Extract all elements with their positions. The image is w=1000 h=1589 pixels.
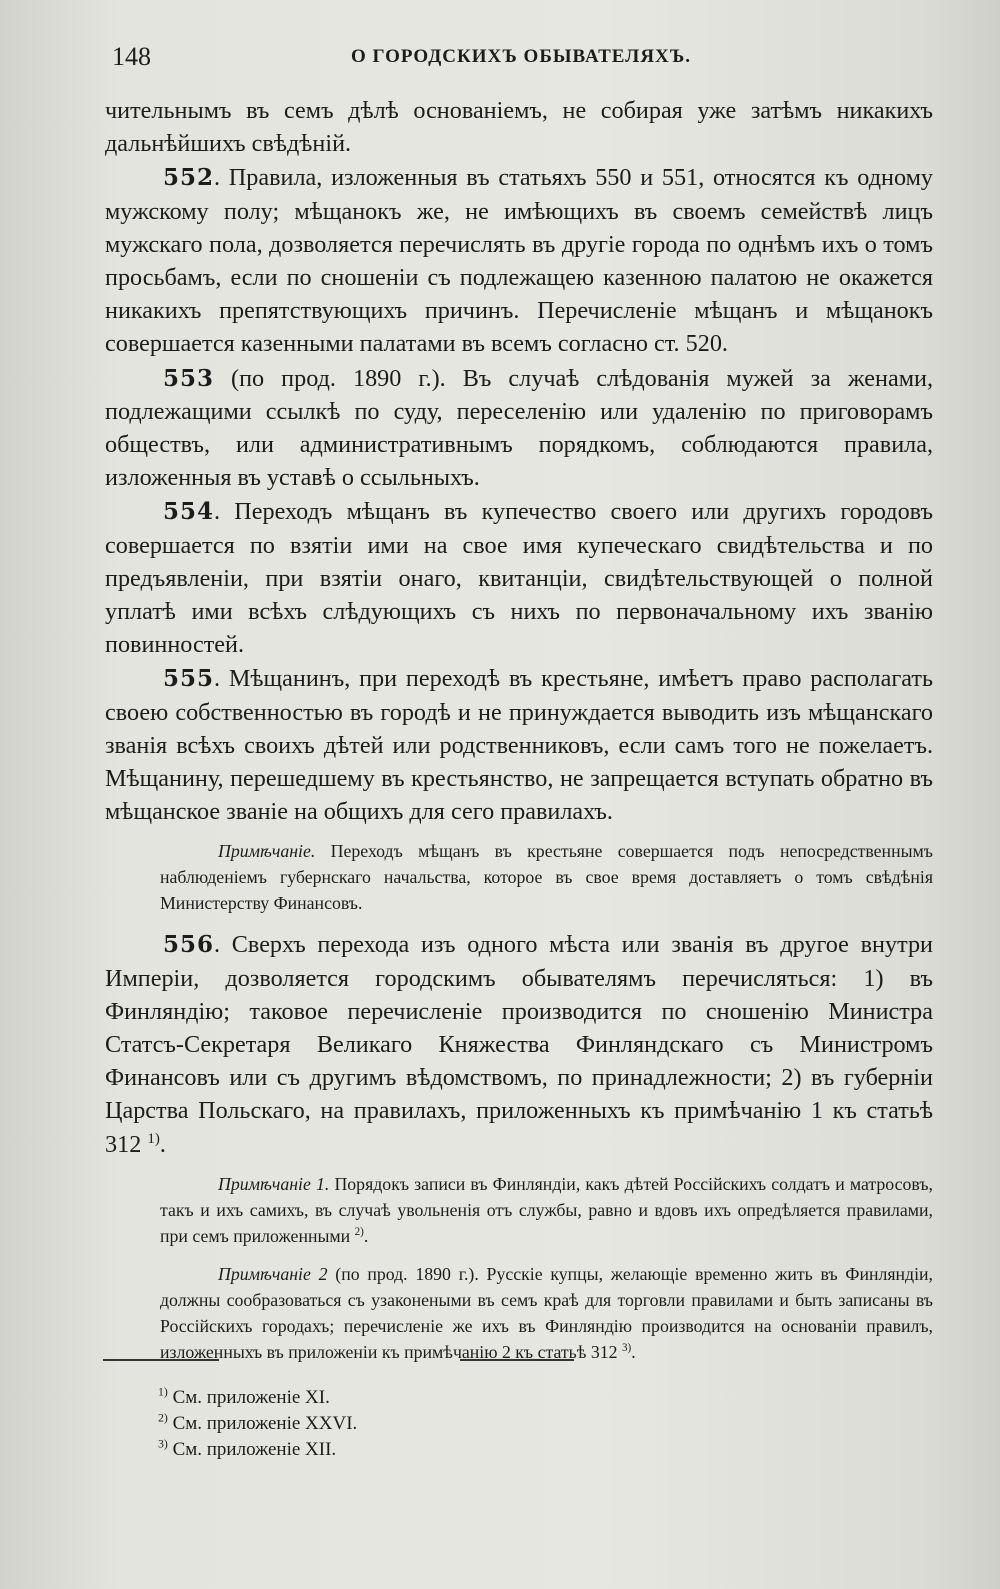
footnote-ref: 3): [622, 1341, 632, 1354]
article-text: Въ случаѣ слѣдованія мужей за женами, подлежащими ссылкѣ по суду, переселенію или удаленію по приговорамъ обществъ, или административнымъ порядкомъ, соблюдаются правила, изложенныя въ уставѣ о ссыльныхъ.: [105, 364, 933, 492]
separator-rule: [460, 1359, 574, 1361]
note-end: .: [363, 1225, 369, 1246]
footnote-mark: 1): [158, 1385, 168, 1399]
article-marker: .: [214, 931, 221, 959]
article-554: [105, 495, 933, 661]
footnote-mark: 2): [158, 1411, 168, 1425]
page-number: 148: [112, 42, 151, 71]
article-end: .: [159, 1130, 166, 1158]
running-title: О ГОРОДСКИХЪ ОБЫВАТЕЛЯХЪ.: [350, 46, 692, 67]
note-label: Примѣчаніе 1.: [218, 1173, 330, 1194]
article-marker: .: [214, 665, 221, 693]
footnote-2: [158, 1411, 357, 1437]
article-marker: .: [214, 164, 221, 192]
footnote-mark: 3): [158, 1437, 168, 1451]
note-label: Примѣчаніе 2: [218, 1263, 328, 1284]
article-553: [105, 362, 933, 495]
footnote-text: См. приложеніе XII.: [167, 1439, 337, 1460]
article-text: Мѣщанинъ, при переходѣ въ крестьяне, имѣетъ право располагать своею собственностью въ городѣ и не принуждается выводить изъ мѣщанскаго званія всѣхъ своихъ дѣтей или родственниковъ, если самъ того не пожелаетъ. Мѣщанину, перешедшему въ крестьянство, не запрещается вступать обратно въ мѣщанское званіе на общихъ для сего правилахъ.: [105, 665, 933, 826]
article-text: Переходъ мѣщанъ въ купечество своего или другихъ городовъ совершается по взятіи ими на свое имя купеческаго свидѣтельства и по предъявленіи, при взятіи онаго, квитанціи, свидѣтельствующей о полной уплатѣ ими всѣхъ слѣдующихъ съ нихъ по первоначальному ихъ званію повинностей.: [105, 498, 933, 659]
article-marker: (по прод. 1890 г.).: [214, 364, 446, 392]
article-number: 552: [163, 164, 215, 192]
page-body: [105, 94, 933, 1377]
footnote-text: См. приложеніе XXVI.: [167, 1413, 358, 1434]
footnote-1: [158, 1385, 357, 1411]
footnote-ref: 1): [147, 1130, 160, 1147]
note-2-article-556: [160, 1261, 933, 1365]
footnote-ref: 2): [354, 1225, 364, 1238]
article-number: 556: [163, 931, 215, 959]
separator-rule: [103, 1359, 219, 1361]
footnote-text: См. приложеніе XI.: [167, 1387, 330, 1408]
note-text: Порядокъ записи въ Финляндіи, какъ дѣтей Россійскихъ солдатъ и матросовъ, такъ и ихъ самихъ, въ случаѣ увольненія отъ службы, равно и вдовъ ихъ опредѣляется правилами, при семъ приложенными: [160, 1173, 934, 1246]
article-556: [105, 928, 933, 1160]
article-number: 555: [163, 665, 215, 693]
article-text: Правила, изложенныя въ статьяхъ 550 и 551, относятся къ одному мужскому полу; мѣщанокъ же, не имѣющихъ въ своемъ семействѣ лицъ мужскаго пола, дозволяется перечислять въ другіе города по однѣмъ ихъ о томъ просьбамъ, если по сношеніи съ подлежащею казенною палатою не окажется никакихъ препятствующихъ причинъ. Перечисленіе мѣщанъ и мѣщанокъ совершается казенными палатами въ всемъ согласно ст. 520.: [105, 164, 933, 358]
page-header: [112, 42, 930, 76]
article-555: [105, 662, 933, 828]
footnotes: [158, 1385, 357, 1463]
article-552: [105, 161, 933, 360]
note-article-555: [160, 838, 933, 916]
note-text: (по прод. 1890 г.). Русскіе купцы, желающіе временно жить въ Финляндіи, должны сообразоваться съ узаконеными въ семъ краѣ для торговли правилами и быть записаны въ Россійскихъ городахъ; перечисленіе же ихъ въ Финляндію производится на основаніи правилъ, изложенныхъ въ приложеніи къ примѣчанію 2 къ статьѣ 312: [160, 1263, 933, 1362]
continuation-paragraph: чительнымъ въ семъ дѣлѣ основаніемъ, не собирая уже затѣмъ никакихъ дальнѣйшихъ свѣдѣній.: [105, 97, 933, 158]
article-text: Сверхъ перехода изъ одного мѣста или званія въ другое внутри Имперіи, дозволяется городскимъ обывателямъ перечисляться: 1) въ Финляндію; таковое перечисленіе производится по сношенію Министра Статсъ-Секретаря Великаго Княжества Финляндскаго съ Министромъ Финансовъ или съ другимъ вѣдомствомъ, по принадлежности; 2) въ губерніи Царства Польскаго, на правилахъ, приложенныхъ къ примѣчанію 1 къ статьѣ 312: [105, 931, 933, 1158]
note-end: .: [631, 1341, 636, 1362]
article-marker: .: [214, 498, 221, 526]
note-text: Переходъ мѣщанъ въ крестьяне совершается подъ непосредственнымъ наблюденіемъ губернскаго начальства, которое въ свое время доставляетъ о томъ свѣдѣнія Министерству Финансовъ.: [160, 841, 933, 914]
footnote-3: [158, 1437, 357, 1463]
article-number: 553: [163, 364, 215, 392]
note-1-article-556: [160, 1171, 933, 1249]
article-number: 554: [163, 498, 215, 526]
note-label: Примѣчаніе.: [218, 841, 316, 862]
